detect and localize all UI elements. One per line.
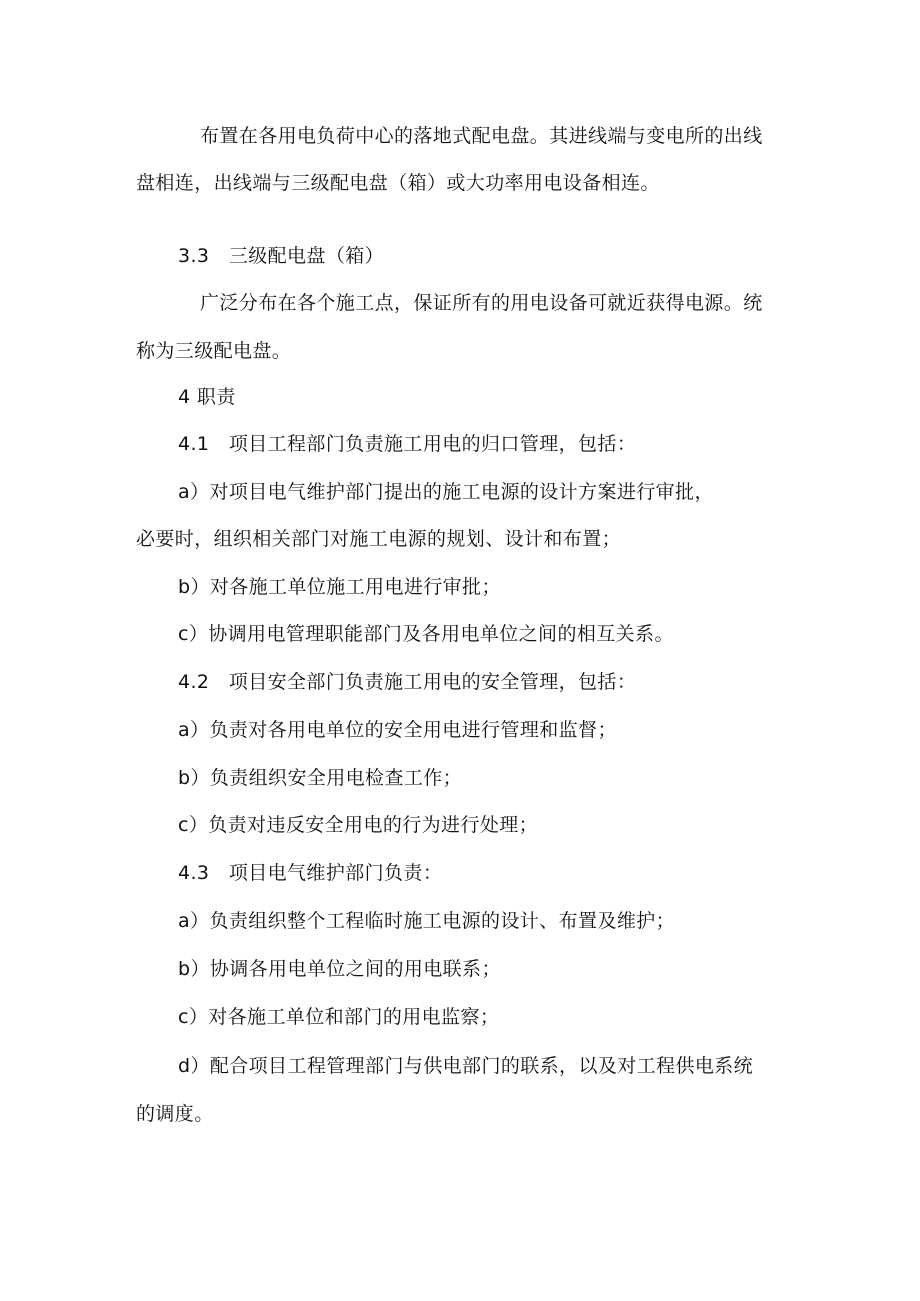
paragraph-line: 盘相连，出线端与三级配电盘（箱）或大功率用电设备相连。: [136, 172, 660, 194]
list-item: c）负责对违反安全用电的行为进行处理；: [178, 814, 539, 836]
paragraph-line: 广泛分布在各个施工点，保证所有的用电设备可就近获得电源。统: [200, 292, 763, 314]
list-item: a）负责组织整个工程临时施工电源的设计、布置及维护；: [178, 910, 676, 932]
list-item: b）协调各用电单位之间的用电联系；: [178, 958, 501, 980]
list-item-continuation: 的调度。: [136, 1103, 214, 1125]
list-item: b）负责组织安全用电检查工作；: [178, 767, 463, 789]
section-heading-4-1: 4.1 项目工程部门负责施工用电的归口管理，包括：: [178, 433, 637, 455]
paragraph-line: 布置在各用电负荷中心的落地式配电盘。其进线端与变电所的出线: [200, 125, 763, 147]
section-heading-4-3: 4.3 项目电气维护部门负责：: [178, 862, 443, 884]
list-item-continuation: 必要时，组织相关部门对施工电源的规划、设计和布置；: [136, 528, 622, 550]
list-item: b）对各施工单位施工用电进行审批；: [178, 576, 501, 598]
list-item: a）负责对各用电单位的安全用电进行管理和监督；: [178, 719, 617, 741]
list-item: c）协调用电管理职能部门及各用电单位之间的相互关系。: [178, 623, 674, 645]
list-item: c）对各施工单位和部门的用电监察；: [178, 1006, 500, 1028]
section-heading-3-3: 3.3 三级配电盘（箱）: [178, 245, 385, 267]
list-item: a）对项目电气维护部门提出的施工电源的设计方案进行审批，: [178, 481, 714, 503]
section-heading-4-2: 4.2 项目安全部门负责施工用电的安全管理，包括：: [178, 671, 637, 693]
list-item: d）配合项目工程管理部门与供电部门的联系，以及对工程供电系统: [178, 1055, 754, 1077]
section-heading-4: 4 职责: [178, 386, 236, 408]
paragraph-line: 称为三级配电盘。: [136, 340, 292, 362]
